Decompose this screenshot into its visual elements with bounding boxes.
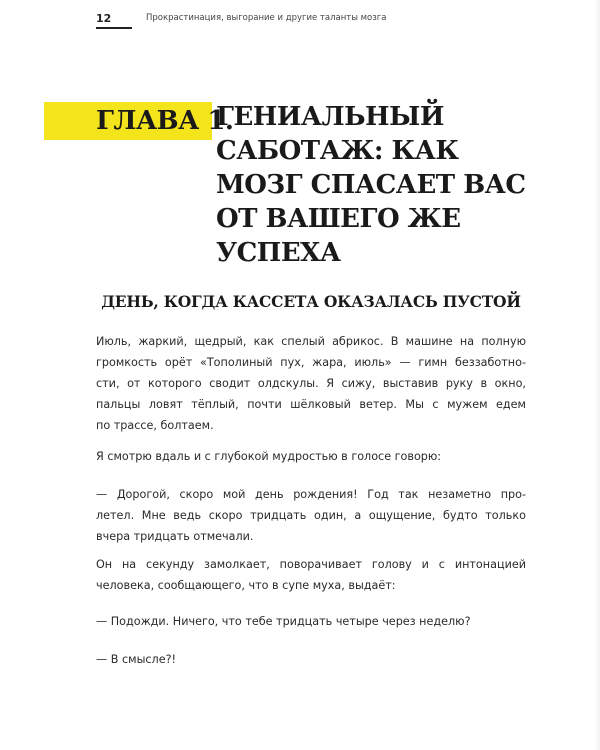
page-number: 12 (96, 12, 112, 25)
header-rule (96, 27, 132, 29)
page-edge-shadow (594, 0, 600, 750)
chapter-title (216, 100, 556, 270)
paragraph-line: вчера тридцать отмечали. (96, 530, 254, 543)
section-heading: ДЕНЬ, КОГДА КАССЕТА ОКАЗАЛАСЬ ПУСТОЙ (101, 292, 521, 311)
paragraph (96, 649, 526, 670)
running-header (96, 10, 536, 32)
paragraph-line: пальцы ловят тёплый, почти шёлковый ветер. Мы с мужем едем (96, 398, 526, 411)
paragraph (96, 484, 526, 547)
running-header-title: Прокрастинация, выгорание и другие таланты мозга (146, 13, 387, 23)
paragraph (96, 554, 526, 596)
chapter-title-line: ОТ ВАШЕГО ЖЕ (216, 204, 461, 234)
paragraph-line: Он на секунду замолкает, поворачивает голову и с интонацией (96, 558, 526, 571)
chapter-title-line: САБОТАЖ: КАК (216, 136, 459, 166)
paragraph-line: Июль, жаркий, щедрый, как спелый абрикос. В машине на полную (96, 335, 526, 348)
paragraph-line: — В смысле?! (96, 653, 177, 666)
paragraph-line: Я смотрю вдаль и с глубокой мудростью в голосе говорю: (96, 450, 442, 463)
paragraph-line: сти, от которого сводит олдскулы. Я сижу, выставив руку в окно, (96, 377, 526, 390)
paragraph-line: — Дорогой, скоро мой день рождения! Год так незаметно про- (96, 488, 526, 501)
paragraph-line: летел. Мне ведь скоро тридцать один, а ощущение, будто только (96, 509, 526, 522)
paragraph-line: по трассе, болтаем. (96, 419, 214, 432)
chapter-heading (44, 100, 564, 275)
paragraph-line: громкость орёт «Тополиный пух, жара, июль» — гимн беззаботно- (96, 356, 526, 369)
chapter-label: ГЛАВА 1. (96, 106, 234, 136)
paragraph-line: человека, сообщающего, что в супе муха, выдаёт: (96, 579, 396, 592)
chapter-title-line: ГЕНИАЛЬНЫЙ (216, 102, 444, 132)
paragraph (96, 611, 526, 632)
chapter-title-line: МОЗГ СПАСАЕТ ВАС (216, 170, 526, 200)
paragraph (96, 446, 526, 467)
paragraph (96, 331, 526, 436)
paragraph-line: — Подожди. Ничего, что тебе тридцать четыре через неделю? (96, 615, 471, 628)
chapter-title-line: УСПЕХА (216, 238, 341, 268)
